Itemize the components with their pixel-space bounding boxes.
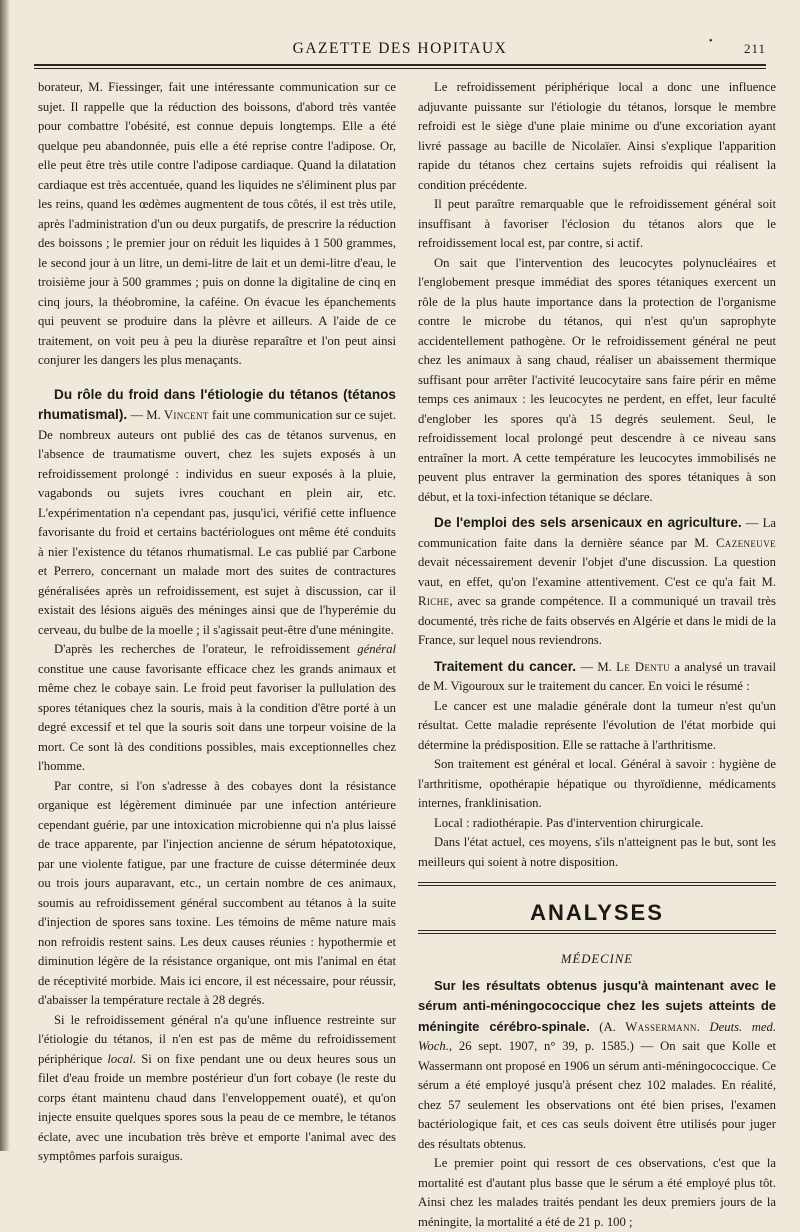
paragraph: borateur, M. Fiessinger, fait une intéressante communication sur ce sujet. Il rappelle que la réduction des boissons, d'abord très vantée pour combattre l'obésité, est connue depuis longtemps. Elle a été quelque peu abandonnée, puis elle a été reprise contre l'adipose. Or, elle peut être très utile contre l'adipose cardiaque. Quand la dilatation cardiaque est très accentuée, quand les liquides ne s'éliminent plus par les reins, quand les œdèmes augmentent de tous côtés, il est très utile, après l'administration d'un ou deux purgatifs, de prescrire la réduction des boissons ; le premier jour on réduit les liquides à 1 500 grammes, le second jour à un litre, un demi-litre de lait et un demi-litre d'eau, le troisième jour à 500 grammes ; puis on donne la digitaline de cinq en cinq jours, la théobromine, la caféine. On évacue les épanchements qui peuvent se produire dans la plèvre et ailleurs. A l'aide de ce traitement, on voit peu à peu la diurèse reparaître et l'on peut ainsi conjurer les dangers les plus menaçants. (38, 80, 396, 367)
text-run: constitue une cause favorisante efficace chez les grands animaux et même chez le cobaye sain. Le froid peut favoriser la pullulation des spores tétaniques chez la souris, mais à la condition d'être porté à un degré excessif et tel que la souris soit dans une torpeur voisine de la mort. Ce sont là des conditions possibles, mais exceptionnelles chez l'homme. (38, 661, 396, 773)
text-run: devait nécessairement devenir l'objet d'une discussion. La question vaut, en effet, qu'on l'examine attentivement. C'est ce qu'a fait M. (418, 555, 776, 589)
analyses-heading: ANALYSES (530, 900, 664, 925)
text-run: Si le refroidissement général n'a qu'une influence restreinte sur l'étiologie du tétanos, il n'en est pas de même du refroidissement périphérique (38, 1012, 396, 1066)
paragraph: Son traitement est général et local. Général à savoir : hygiène de l'arthritisme, opothérapie hépatique ou thyroïdienne, médicaments internes, franklinisation. (418, 757, 776, 810)
text-run: — La communication faite dans la dernière séance par M. (418, 516, 776, 550)
running-header (34, 36, 766, 62)
section-arsenicaux (418, 513, 776, 651)
page-number: 211 (743, 41, 766, 56)
section-heading: De l'emploi des sels arsenicaux en agriculture. (434, 515, 742, 530)
paragraph (38, 640, 396, 777)
print-mark: • (708, 36, 714, 47)
text-run: . Si on fixe pendant une ou deux heures sous un filet d'eau froide un membre postérieur d'un fort cobaye (le reste du corps étant maintenu chaud dans l'enveloppement ouaté), et qu'on injecte ensuite quelques spores sous la peau de ce membre, le tétanos éclate, avec une incubation très brève et emporte l'animal avec des symptômes parfois suraigus. (38, 1051, 396, 1163)
section-cancer (418, 657, 776, 697)
journal-title: GAZETTE DES HOPITAUX (292, 40, 508, 57)
paragraph: Dans l'état actuel, ces moyens, s'ils n'atteignent pas le but, sont les meilleurs qui soient à notre disposition. (418, 835, 776, 869)
section-heading: Traitement du cancer. (434, 658, 577, 674)
author-name: Vincent (163, 408, 209, 422)
paragraph (38, 1011, 396, 1167)
paragraph: Le premier point qui ressort de ces observations, c'est que la mortalité est d'autant plus basse que le sérum a été employé plus tôt. Ainsi chez les malades traités pendant les deux premiers jours de la méningite, la mortalité a été de 21 p. 100 ; (418, 1156, 776, 1229)
article-heading: Sur les résultats obtenus jusqu'à maintenant avec le sérum anti-méningococcique chez les sujets atteints de méningite cérébro-spinale. (418, 977, 776, 1034)
page-binding-edge (0, 0, 10, 1151)
paragraph: On sait que l'intervention des leucocytes polynucléaires et l'englobement presque immédiat des spores tétaniques exercent un rôle de la plus haute importance dans la protection de l'organisme contre le microbe du tétanos, qui n'est qu'un saprophyte accidentellement pathogène. Or le refroidissement général ne peut chez les animaux à sang chaud, réaliser un abaissement thermique suffisant pour arrêter l'activité leucocytaire sans faire périr en même temps ces animaux : les leucocytes ne perdent, en effet, leur faculté d'englober les spores qu'à 15 degrés seulement. Seul, le refroidissement local prolongé peut descendre à ce niveau sans entraîner la mort. A cette température les leucocytes immobilisés ne peuvent plus entraver la germination des spores tétaniques à son début, et la toxi-infection tétanique se déclare. (418, 255, 776, 504)
right-column (418, 78, 776, 1232)
paragraph: Le refroidissement périphérique local a donc une influence adjuvante puissante sur l'étiologie du tétanos, lorsque le membre refroidi est le siège d'une plaie minime ou d'une excoriation ayant livré passage au bacille de Nicolaïer. Ainsi s'explique l'apparition rapide du tétanos chez certains sujets refroidis qui réalisent la condition précédente. (418, 80, 776, 192)
emphasis: local (107, 1051, 133, 1066)
header-rule (34, 64, 766, 66)
text-run: , 26 sept. 1907, n° 39, p. 1585.) — On sait que Kolle et Wassermann ont proposé en 1906 un sérum anti-méningococcique. Ce sérum a été employé jusqu'à présent chez 102 malades. En réalité, chez 57 seulement les observations ont été bien prises, l'examen bactériologique fait, et ces cas seuls doivent être utilisés pour juger des résultats obtenus. (418, 1039, 776, 1151)
paragraph: Il peut paraître remarquable que le refroidissement général soit insuffisant à favoriser l'éclosion du tétanos alors que le refroidissement local est, par contre, si actif. (418, 197, 776, 250)
left-column (38, 78, 396, 1167)
author-name: Wassermann (625, 1019, 697, 1034)
text-run: D'après les recherches de l'orateur, le refroidissement (54, 642, 358, 656)
text-run: — M. (576, 659, 617, 674)
paragraph: Le cancer est une maladie générale dont la tumeur n'est qu'un résultat. Cette maladie représente l'évolution de l'état morbide qui détermine la prédisposition. Elle se rattache à l'arthritisme. (418, 698, 776, 752)
header-rule-thin (34, 68, 766, 69)
section-divider (418, 882, 776, 886)
author-name: Le Dentu (616, 659, 671, 674)
journal-name: Deuts. med. Woch. (418, 1019, 777, 1053)
subsection-heading: MÉDECINE (560, 952, 634, 966)
text-run: (A. (589, 1019, 626, 1034)
section-divider (418, 930, 776, 934)
paragraph: Local : radiothérapie. Pas d'intervention chirurgicale. (434, 815, 704, 830)
section-vincent (38, 385, 396, 641)
text-run: a analysé un travail de M. Vigouroux sur le traitement du cancer. En voici le résumé : (418, 659, 776, 693)
text-run: , avec sa grande compétence. Il a communiqué un travail très documenté, très riche de faits observés en Algérie et dans le midi de la France, sur lequel nous reviendrons. (418, 594, 776, 647)
text-run: — M. (127, 408, 164, 422)
emphasis: général (357, 642, 396, 656)
author-name: Riche (418, 594, 450, 608)
section-heading: Du rôle du froid dans l'étiologie du tétanos (tétanos rhumatismal). (38, 386, 396, 422)
text-run: fait une communication sur ce sujet. De nombreux auteurs ont publié des cas de tétanos survenus, en l'absence de traumatisme ouvert, chez les sujets exposés à un refroidissement prolongé : individus en sueur exposés à la pluie, vagabonds ou sujets ivres couchant en plein air, etc. L'expérimentation n'a cependant pas, jusqu'ici, vérifié cette influence favorisante du froid et certains bactériologues ont même été conduits à nier l'existence du tétanos rhumatismal. Le cas publié par Carbone et Perrero, concernant un malade mort des suites de contractures généralisées après un refroidissement, est sujet à discussion, car il existait des lésions aiguës des méninges ainsi que de l'hyperémie du cerveau, du bulbe de la moelle ; il s'agissait peut-être d'une méningite. (38, 408, 396, 637)
analysis-entry (418, 976, 776, 1155)
paragraph: Par contre, si l'on s'adresse à des cobayes dont la résistance organique est légèrement diminuée par une infection antérieure cependant guérie, par une intoxication microbienne qui n'a plus laissé de trace apparente, par l'injection ancienne de sérum hépatotoxique, par une violente fatigue, par une fracture de cuisse déterminée deux ou trois jours auparavant, etc., un certain nombre de ces animaux, soumis au refroidissement général succombent au tétanos à la suite d'injection de spores sans toxine. Les témoins de même nature mais non refroidis restent sains. Les deux causes réunies : hypothermie et diminution légère de la résistance organique, ont mis l'animal en état de réceptivité morbide. Mais ici encore, il est nécessaire, pour réussir, d'abaisser la température rectale à 28 degrés. (38, 778, 396, 1007)
text-run: . (696, 1019, 710, 1034)
author-name: Cazeneuve (715, 535, 776, 550)
